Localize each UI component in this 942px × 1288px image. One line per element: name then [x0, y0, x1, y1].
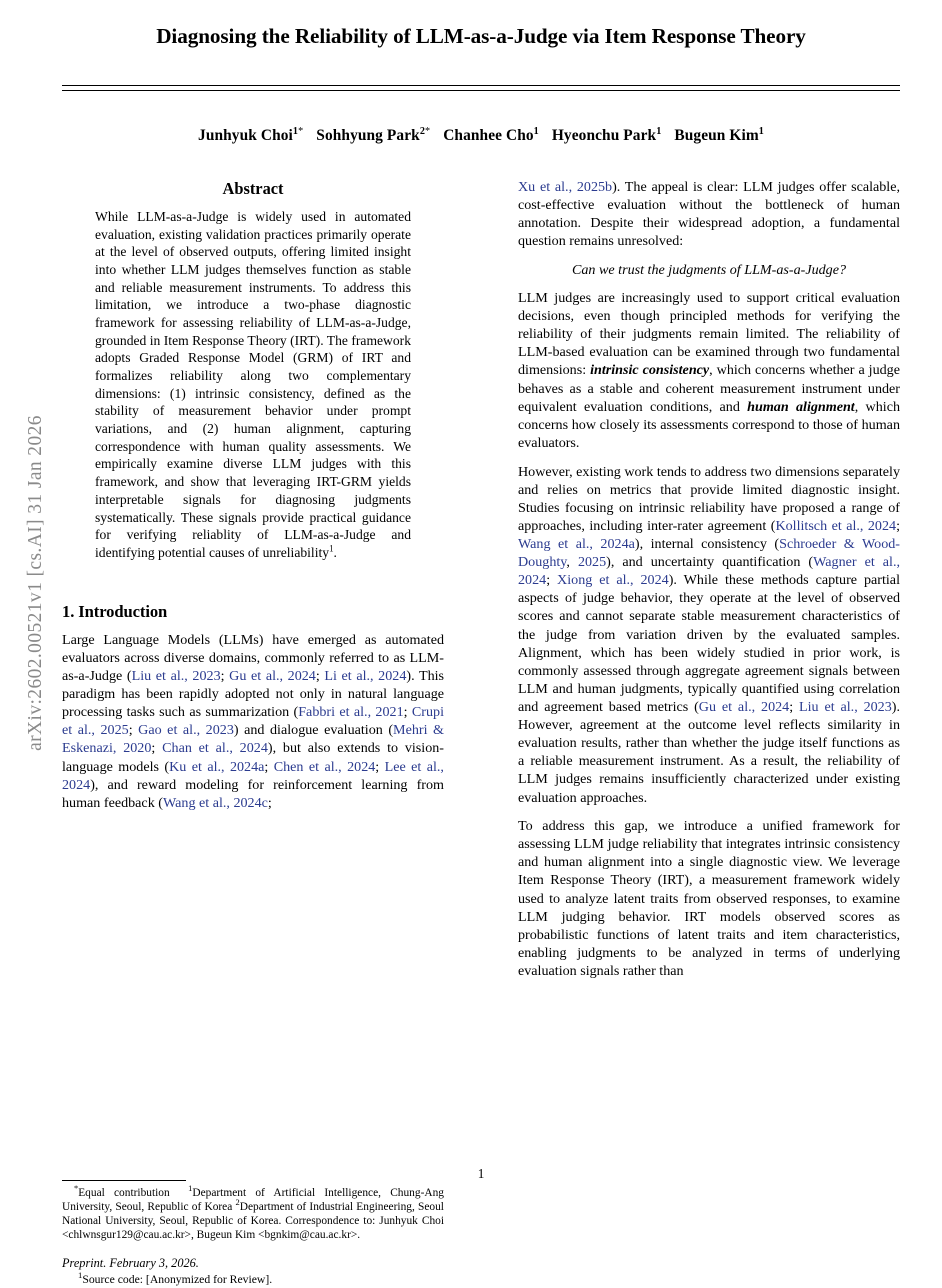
author-2-equal-contrib-marker: *	[425, 125, 431, 137]
affiliation-2-text: Department of Industrial Engineering, Seoul National University, Seoul, Republic of Korea. Correspondence to: Junhyuk Choi <chlwnsgur129@cau.ac.kr>, Bugeun Kim <bgnkim@cau.ac.kr>.	[62, 1201, 444, 1242]
citation-schroeder-wood-doughty[interactable]: Schroeder & Wood-Doughty	[518, 535, 900, 571]
intro-paragraph-1: Large Language Models (LLMs) have emerged as automated evaluators across diverse domains, commonly referred to as LLM-as-a-Judge (Liu et al., 2023; Gu et al., 2024; Li et al., 2024). This paradigm has been rapidly adopted not only in natural language processing tasks such as summarization (Fabbri et al., 2021; Crupi et al., 2025; Gao et al., 2023) and dialogue evaluation (Mehri & Eskenazi, 2020; Chan et al., 2024), but also extends to vision-language models (Ku et al., 2024a; Chen et al., 2024; Lee et al., 2024), and reward modeling for reinforcement learning from human feedback (Wang et al., 2024c;	[62, 631, 445, 811]
citation-li-2024[interactable]: Li et al., 2024	[324, 668, 407, 685]
source-code-footnote	[62, 1270, 444, 1287]
author-3	[443, 127, 539, 144]
author-3-affiliation-marker: 1	[533, 125, 539, 137]
abstract-heading: Abstract	[222, 179, 284, 198]
citation-gu-2024[interactable]: Gu et al., 2024	[229, 668, 316, 685]
citation-wang-2024a[interactable]: Wang et al., 2024a	[518, 535, 635, 552]
source-code-text: Source code: [Anonymized for Review].	[82, 1273, 273, 1287]
page-number: 1	[477, 1166, 485, 1181]
title-rule-top	[62, 85, 900, 86]
citation-crupi-2025[interactable]: Crupi et al., 2025	[62, 704, 444, 739]
left-column	[62, 178, 444, 822]
citation-liu-2023-b[interactable]: Liu et al., 2023	[799, 698, 892, 715]
term-intrinsic-consistency: intrinsic consistency	[590, 362, 710, 379]
title-rule-bottom	[62, 90, 900, 91]
abstract-text-end: .	[333, 544, 337, 560]
author-2-affiliation-marker: 2	[419, 125, 426, 137]
affiliation-2-marker: 2	[235, 1197, 240, 1208]
section-heading-introduction: 1. Introduction	[62, 601, 168, 621]
equal-contribution-text: Equal contribution	[78, 1187, 170, 1199]
term-human-alignment: human alignment	[747, 398, 855, 415]
intro-paragraph-2: LLM judges are increasingly used to support critical evaluation decisions, even though principled methods for verifying the reliability of their judgments remain limited. The reliability of LLM-based evaluation can be examined through two fundamental dimensions: intrinsic consistency, which concerns whether a judge behaves as a stable and coherent measurement instrument under equivalent evaluation conditions, and human alignment, which concerns how closely its assessments correspond to those of human evaluators.	[518, 290, 900, 451]
author-2	[316, 127, 430, 144]
arxiv-stamp: arXiv:2602.00521v1 [cs.AI] 31 Jan 2026	[25, 415, 46, 751]
citation-wagner-2024[interactable]: Wagner et al., 2024	[518, 554, 900, 589]
author-1-equal-contrib-marker: *	[298, 125, 304, 137]
author-5-name: Bugeun Kim	[674, 126, 759, 144]
citation-kollitsch-2024[interactable]: Kollitsch et al., 2024	[775, 517, 897, 534]
author-1-name: Junhyuk Choi	[198, 126, 293, 144]
author-line	[62, 127, 900, 145]
author-5	[674, 127, 764, 144]
author-4	[552, 127, 662, 144]
citation-liu-2023[interactable]: Liu et al., 2023	[131, 668, 221, 685]
author-1	[198, 127, 303, 144]
citation-chan-2024[interactable]: Chan et al., 2024	[162, 740, 268, 757]
citation-wang-2024c[interactable]: Wang et al., 2024c	[162, 794, 268, 811]
page-title: Diagnosing the Reliability of LLM-as-a-Judge via Item Response Theory	[156, 24, 806, 48]
author-4-affiliation-marker: 1	[656, 125, 662, 137]
affiliation-1-text: Department of Artificial Intelligence, Chung-Ang University, Seoul, Republic of Korea	[62, 1187, 444, 1214]
intro-paragraph-3: However, existing work tends to address two dimensions separately and relies on metrics that provide limited diagnostic insight. Studies focusing on intrinsic reliability have proposed a range of approaches, including inter-rater agreement (Kollitsch et al., 2024; Wang et al., 2024a), internal consistency (Schroeder & Wood-Doughty, 2025), and uncertainty quantification (Wagner et al., 2024; Xiong et al., 2024). While these methods capture partial aspects of judge behavior, they operate at the level of observed scores and cannot separate stable measurement characteristics of the judge from variation driven by the evaluated samples. Alignment, which has been widely studied in prior work, is commonly assessed through aggregate agreement signals between LLM and human judgments, typically quantified using correlation and agreement based metrics (Gu et al., 2024; Liu et al., 2023). However, agreement at the outcome level reflects similarity in evaluation results, rather than whether the judge itself functions as a reliable measurement instrument. As a result, the reliability of LLM judges remains insufficiently characterized under existing evaluation approaches.	[518, 463, 900, 806]
author-1-affiliation-marker: 1	[292, 125, 299, 137]
affiliation-note	[62, 1183, 444, 1242]
footnote-block	[62, 1180, 444, 1288]
intro-paragraph-4: To address this gap, we introduce a unified framework for assessing LLM judge reliability that integrates intrinsic consistency and human alignment into a single diagnostic view. We leverage Item Response Theory (IRT), a measurement framework widely used to analyze latent traits from observed responses, to examine LLM judging behavior. IRT models observed scores as probabilistic functions of latent traits and item characteristics, enabling judgments to be analyzed in terms of underlying evaluation signals rather than	[518, 818, 900, 979]
citation-xiong-2024[interactable]: Xiong et al., 2024	[557, 572, 669, 589]
citation-mehri-eskenazi-2020[interactable]: Mehri & Eskenazi, 2020	[62, 722, 445, 757]
citation-chen-2024[interactable]: Chen et al., 2024	[273, 758, 376, 775]
abstract-text: While LLM-as-a-Judge is widely used in automated evaluation, existing validation practices primarily operate at the level of observed outputs, offering limited insight into whether LLM judges themselves function as stable and reliable measurement instruments. To address this limitation, we introduce a two-phase diagnostic framework for assessing reliability of LLM-as-a-Judge, grounded in Item Response Theory (IRT). The framework adopts Graded Response Model (GRM) of IRT and formalizes reliability along two complementary dimensions: (1) intrinsic consistency, defined as the stability of measurement behavior under prompt variations, and (2) human alignment, capturing correspondence with human quality assessments. We empirically examine diverse LLM judges with this framework, and show that leveraging IRT-GRM yields interpretable signals for diagnosing judgments systematically. These signals provide practical guidance for verifying reliablity of LLM-as-a-Judge and identifying potential causes of unreliability	[95, 209, 411, 560]
body-columns	[62, 178, 900, 1287]
source-code-marker: 1	[78, 1270, 83, 1281]
citation-ku-2024a[interactable]: Ku et al., 2024a	[169, 758, 265, 775]
citation-lee-2024[interactable]: Lee et al., 2024	[62, 758, 444, 793]
preprint-line: Preprint. February 3, 2026.	[62, 1256, 199, 1271]
citation-xu-2025b[interactable]: Xu et al., 2025b	[518, 179, 613, 195]
citation-gu-2024-b[interactable]: Gu et al., 2024	[698, 698, 790, 715]
abstract-paragraph	[95, 208, 411, 561]
introduction-section	[62, 601, 444, 812]
author-2-name: Sohhyung Park	[316, 126, 420, 144]
right-column	[518, 178, 900, 991]
abstract-footnote-marker: 1	[329, 543, 334, 554]
citation-schroeder-year[interactable]: 2025	[577, 554, 607, 571]
author-3-name: Chanhee Cho	[443, 126, 534, 144]
equal-contribution-marker: *	[74, 1183, 79, 1194]
abstract-body	[62, 208, 444, 561]
research-question: Can we trust the judgments of LLM-as-a-Judge?	[571, 261, 847, 278]
title-block	[62, 0, 900, 145]
intro-paragraph-1-continued: Xu et al., 2025b). The appeal is clear: LLM judges offer scalable, cost-effective evaluation without the bottleneck of human annotation. Despite their widespread adoption, a fundamental question remains unresolved:	[518, 179, 900, 250]
author-4-name: Hyeonchu Park	[551, 126, 657, 144]
citation-gao-2023[interactable]: Gao et al., 2023	[138, 722, 234, 739]
citation-fabbri-2021[interactable]: Fabbri et al., 2021	[298, 704, 404, 721]
affiliation-1-marker: 1	[188, 1183, 193, 1194]
author-5-affiliation-marker: 1	[758, 125, 764, 137]
paper-page	[62, 0, 900, 1287]
